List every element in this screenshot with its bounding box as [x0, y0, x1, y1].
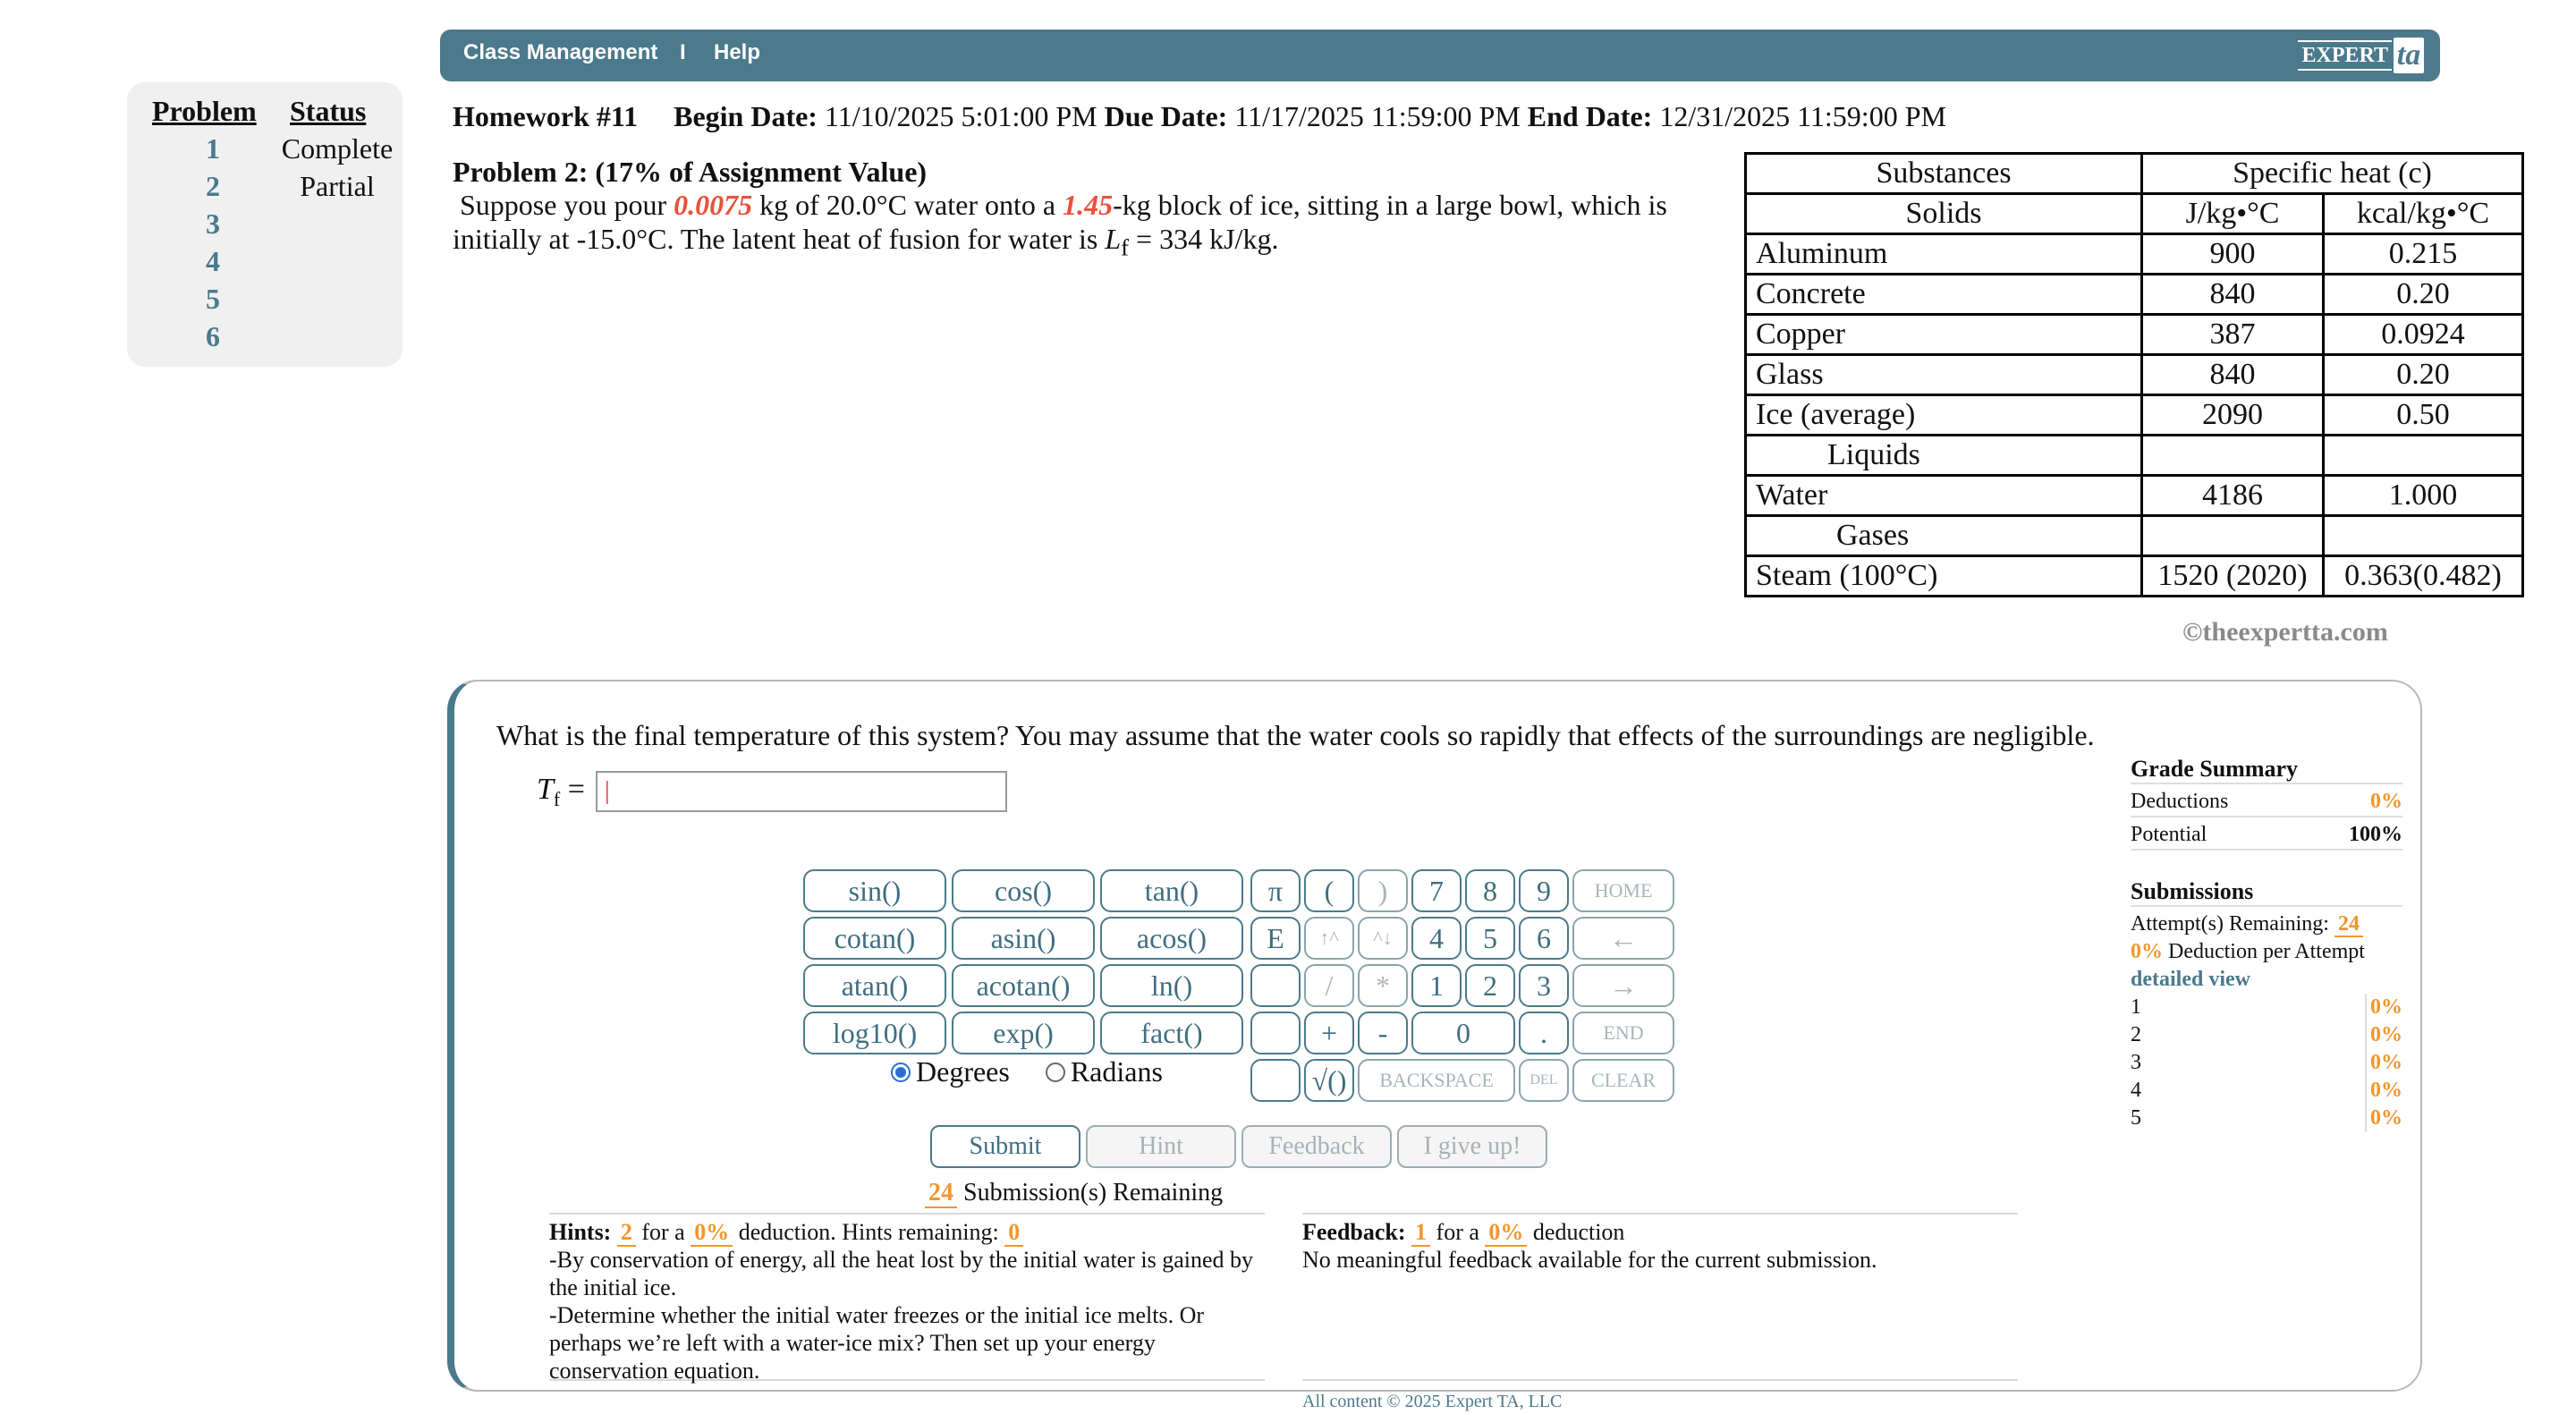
- j-value: 2090: [2142, 395, 2324, 436]
- answer-input[interactable]: [596, 771, 1007, 812]
- attempts-remaining-value: 24: [2334, 912, 2363, 937]
- attempt-number: 2: [2131, 1023, 2141, 1046]
- latent-heat-symbol: L: [1105, 223, 1122, 255]
- calc-minus-button[interactable]: -: [1358, 1012, 1408, 1054]
- due-date-label: Due Date:: [1104, 100, 1228, 132]
- calc-digit-2-button[interactable]: 2: [1465, 964, 1515, 1007]
- calc-right-button[interactable]: →: [1572, 964, 1674, 1007]
- nav-separator: I: [680, 40, 686, 64]
- remaining-text: Submission(s) Remaining: [963, 1179, 1224, 1207]
- feedback-label: Feedback:: [1302, 1219, 1406, 1245]
- calc-down-arrow-button[interactable]: ^↓: [1358, 917, 1408, 960]
- calc-acotan-button[interactable]: acotan(): [952, 964, 1095, 1007]
- table-row: [1746, 194, 2523, 234]
- calc-clear-button[interactable]: CLEAR: [1572, 1059, 1674, 1102]
- hints-count: 2: [617, 1219, 636, 1247]
- attempts-remaining-label: Attempt(s) Remaining:: [2131, 912, 2329, 936]
- table-row: [1746, 436, 2523, 476]
- kcal-value: 0.215: [2324, 234, 2523, 275]
- answer-label: [537, 773, 585, 811]
- attempt-row: [2131, 1021, 2402, 1049]
- calc-dot-button[interactable]: .: [1519, 1012, 1569, 1054]
- calc-digit-1-button[interactable]: 1: [1411, 964, 1462, 1007]
- calc-sin-button[interactable]: sin(): [803, 869, 946, 912]
- detailed-view-link[interactable]: detailed view: [2131, 968, 2250, 991]
- calc-e-button[interactable]: E: [1250, 917, 1301, 960]
- unit-label: J/kg•°C: [2142, 194, 2324, 234]
- calc-digit-7-button[interactable]: 7: [1411, 869, 1462, 912]
- calc-plus-button[interactable]: +: [1304, 1012, 1354, 1054]
- attempt-row: [2131, 1105, 2402, 1132]
- calc-close-paren-button[interactable]: ): [1358, 869, 1408, 912]
- attempt-deduction: 0%: [2365, 1049, 2402, 1077]
- grade-summary: [2131, 755, 2402, 1132]
- j-value: 900: [2142, 234, 2324, 275]
- expertta-logo: [2298, 37, 2424, 74]
- begin-date-value: 11/10/2025 5:01:00 PM: [824, 100, 1097, 132]
- begin-date-label: Begin Date:: [674, 100, 818, 132]
- calc-blank-button[interactable]: [1250, 1012, 1301, 1054]
- j-value: 840: [2142, 275, 2324, 315]
- kcal-value: 0.50: [2324, 395, 2523, 436]
- solids-label: Solids: [1746, 194, 2142, 234]
- attempt-number: 3: [2131, 1051, 2141, 1074]
- feedback-button[interactable]: Feedback: [1241, 1125, 1392, 1168]
- tf-equals: =: [560, 773, 585, 806]
- sidebar-problem-2[interactable]: 2: [206, 170, 220, 202]
- sidebar-problem-3[interactable]: 3: [206, 207, 220, 240]
- hint-text: -Determine whether the initial water freezes or the initial ice melts. Or perhaps we’re left with a water-ice mix? Then set up your energy conservation equation.: [549, 1302, 1205, 1384]
- calc-log10-button[interactable]: log10(): [803, 1012, 946, 1054]
- substance-name: Concrete: [1746, 275, 2142, 315]
- help-link[interactable]: Help: [714, 40, 761, 64]
- hints-deduction-text: deduction. Hints remaining:: [738, 1219, 999, 1245]
- sidebar-status: Partial: [300, 170, 375, 202]
- attempt-deduction: 0%: [2365, 1021, 2402, 1049]
- calc-pi-button[interactable]: π: [1250, 869, 1301, 912]
- unit-label: kcal/kg•°C: [2324, 194, 2523, 234]
- feedback-count: 1: [1411, 1219, 1430, 1247]
- kcal-value: 0.20: [2324, 355, 2523, 395]
- calc-backspace-button[interactable]: BACKSPACE: [1358, 1059, 1515, 1102]
- homework-header: [453, 100, 1946, 133]
- attempt-number: 4: [2131, 1079, 2141, 1102]
- give-up-button[interactable]: I give up!: [1397, 1125, 1547, 1168]
- table-row: [1746, 154, 2523, 194]
- logo-word: EXPERT: [2298, 40, 2392, 71]
- deductions-label: Deductions: [2131, 790, 2229, 813]
- calc-cos-button[interactable]: cos(): [952, 869, 1095, 912]
- end-date-label: End Date:: [1527, 100, 1653, 132]
- problem-statement: [453, 188, 1705, 264]
- grade-summary-title: Grade Summary: [2131, 755, 2402, 784]
- hints-for-a: for a: [641, 1219, 685, 1245]
- calc-ln-button[interactable]: ln(): [1100, 964, 1243, 1007]
- calc-fact-button[interactable]: fact(): [1100, 1012, 1243, 1054]
- problem-status-sidebar: [127, 82, 402, 367]
- attempt-deduction: 0%: [2365, 994, 2402, 1021]
- calc-left-button[interactable]: ←: [1572, 917, 1674, 960]
- hints-label: Hints:: [549, 1219, 612, 1245]
- specific-heat-table: [1744, 152, 2524, 597]
- submissions-remaining: [925, 1179, 1223, 1207]
- due-date-value: 11/17/2025 11:59:00 PM: [1234, 100, 1521, 132]
- table-header: Substances: [1746, 154, 2142, 194]
- gases-label: Gases: [1746, 516, 2142, 556]
- kcal-value: 0.363(0.482): [2324, 556, 2523, 597]
- water-mass-value: 0.0075: [674, 189, 753, 221]
- attempt-number: 1: [2131, 995, 2141, 1019]
- j-value: 387: [2142, 315, 2324, 355]
- j-value: 840: [2142, 355, 2324, 395]
- table-row: [1746, 234, 2523, 275]
- tf-symbol: T: [537, 773, 554, 806]
- calc-asin-button[interactable]: asin(): [952, 917, 1095, 960]
- calc-digit-9-button[interactable]: 9: [1519, 869, 1569, 912]
- calc-exp-button[interactable]: exp(): [952, 1012, 1095, 1054]
- end-date-value: 12/31/2025 11:59:00 PM: [1659, 100, 1946, 132]
- substance-name: Steam (100°C): [1746, 556, 2142, 597]
- hint-text: -By conservation of energy, all the heat lost by the initial water is gained by the initial ice.: [549, 1247, 1254, 1300]
- potential-label: Potential: [2131, 823, 2207, 846]
- hints-section: [549, 1213, 1265, 1384]
- calc-blank-button[interactable]: [1250, 1059, 1301, 1102]
- substance-name: Ice (average): [1746, 395, 2142, 436]
- sidebar-problem-6[interactable]: 6: [206, 320, 220, 352]
- homework-title: Homework #11: [453, 100, 639, 132]
- deduction-per-attempt-value: 0%: [2131, 940, 2163, 963]
- statement-part: -kg block of ice, sitting in a large bowl, which is initially at -15.0°C. The latent heat of fusion for water is: [453, 189, 1667, 255]
- footer-copyright: All content © 2025 Expert TA, LLC: [1302, 1392, 1563, 1411]
- submissions-title: Submissions: [2131, 877, 2402, 907]
- feedback-section: [1302, 1213, 2018, 1381]
- calc-sqrt-button[interactable]: √(): [1304, 1059, 1354, 1102]
- table-row: [1746, 556, 2523, 597]
- table-row: [1746, 275, 2523, 315]
- substance-name: Copper: [1746, 315, 2142, 355]
- calc-digit-6-button[interactable]: 6: [1519, 917, 1569, 960]
- calc-del-button[interactable]: DEL: [1519, 1059, 1569, 1102]
- attempt-deduction: 0%: [2365, 1077, 2402, 1105]
- table-row: [1746, 395, 2523, 436]
- table-row: [1746, 355, 2523, 395]
- submit-button[interactable]: Submit: [930, 1125, 1080, 1168]
- hints-remaining: 0: [1004, 1219, 1023, 1247]
- feedback-text: No meaningful feedback available for the current submission.: [1302, 1247, 1877, 1273]
- problem-header: Problem: [152, 95, 257, 127]
- liquids-label: Liquids: [1746, 436, 2142, 476]
- calc-digit-5-button[interactable]: 5: [1465, 917, 1515, 960]
- calc-digit-3-button[interactable]: 3: [1519, 964, 1569, 1007]
- hint-button[interactable]: Hint: [1086, 1125, 1236, 1168]
- table-row: [1746, 476, 2523, 516]
- calc-multiply-button[interactable]: *: [1358, 964, 1408, 1007]
- specific-heat-header: Specific heat (c): [2233, 157, 2432, 190]
- calc-tan-button[interactable]: tan(): [1100, 869, 1243, 912]
- logo-mark: ta: [2394, 38, 2424, 73]
- status-header: Status: [290, 95, 367, 127]
- substance-name: Water: [1746, 476, 2142, 516]
- table-row: [1746, 315, 2523, 355]
- statement-part: kg of 20.0°C water onto a: [759, 189, 1056, 221]
- calc-home-button[interactable]: HOME: [1572, 869, 1674, 912]
- degrees-label: Degrees: [916, 1055, 1010, 1088]
- statement-part: = 334 kJ/kg.: [1136, 223, 1279, 255]
- statement-part: Suppose you pour: [460, 189, 667, 221]
- feedback-deduction: deduction: [1532, 1219, 1625, 1245]
- deductions-value: 0%: [2370, 790, 2402, 813]
- calc-end-button[interactable]: END: [1572, 1012, 1674, 1054]
- sidebar-problem-4[interactable]: 4: [206, 245, 220, 277]
- class-management-link[interactable]: Class Management: [463, 40, 658, 64]
- calc-cotan-button[interactable]: cotan(): [803, 917, 946, 960]
- substance-name: Aluminum: [1746, 234, 2142, 275]
- hints-pct: 0%: [691, 1219, 733, 1247]
- kcal-value: 1.000: [2324, 476, 2523, 516]
- calc-digit-4-button[interactable]: 4: [1411, 917, 1462, 960]
- top-navigation-bar: [440, 30, 2440, 81]
- calc-divide-button[interactable]: /: [1304, 964, 1354, 1007]
- attempt-row: [2131, 994, 2402, 1021]
- j-value: 4186: [2142, 476, 2324, 516]
- sidebar-problem-1[interactable]: 1: [206, 132, 220, 165]
- sidebar-problem-5[interactable]: 5: [206, 283, 220, 315]
- calc-digit-0-button[interactable]: 0: [1411, 1012, 1515, 1054]
- feedback-for-a: for a: [1436, 1219, 1479, 1245]
- attempt-number: 5: [2131, 1106, 2141, 1130]
- attempt-row: [2131, 1049, 2402, 1077]
- calc-up-arrow-button[interactable]: ↑^: [1304, 917, 1354, 960]
- problem-title: Problem 2: (17% of Assignment Value): [453, 156, 928, 188]
- question-text: What is the final temperature of this system? You may assume that the water cools so rapidly that effects of the surroundings are negligible.: [496, 719, 2095, 751]
- substance-name: Glass: [1746, 355, 2142, 395]
- sidebar-status: Complete: [281, 132, 394, 165]
- calc-open-paren-button[interactable]: (: [1304, 869, 1354, 912]
- tf-subscript: f: [553, 787, 561, 810]
- deduction-per-attempt-label: Deduction per Attempt: [2168, 940, 2365, 963]
- calc-digit-8-button[interactable]: 8: [1465, 869, 1515, 912]
- table-copyright: ©theexpertta.com: [2182, 617, 2388, 647]
- potential-value: 100%: [2349, 823, 2402, 846]
- ice-mass-value: 1.45: [1063, 189, 1114, 221]
- kcal-value: 0.20: [2324, 275, 2523, 315]
- feedback-pct: 0%: [1485, 1219, 1527, 1247]
- calc-blank-button[interactable]: [1250, 964, 1301, 1007]
- remaining-count: 24: [925, 1179, 957, 1208]
- radians-radio[interactable]: [1046, 1063, 1065, 1082]
- radians-label: Radians: [1070, 1055, 1163, 1088]
- degrees-radio[interactable]: [891, 1063, 911, 1082]
- calc-atan-button[interactable]: atan(): [803, 964, 946, 1007]
- attempt-row: [2131, 1077, 2402, 1105]
- attempt-deduction: 0%: [2365, 1105, 2402, 1132]
- latent-heat-subscript: f: [1121, 233, 1130, 261]
- j-value: 1520 (2020): [2142, 556, 2324, 597]
- calc-acos-button[interactable]: acos(): [1100, 917, 1243, 960]
- table-header: [2142, 154, 2523, 194]
- kcal-value: 0.0924: [2324, 315, 2523, 355]
- table-row: [1746, 516, 2523, 556]
- angle-mode: [891, 1055, 1163, 1088]
